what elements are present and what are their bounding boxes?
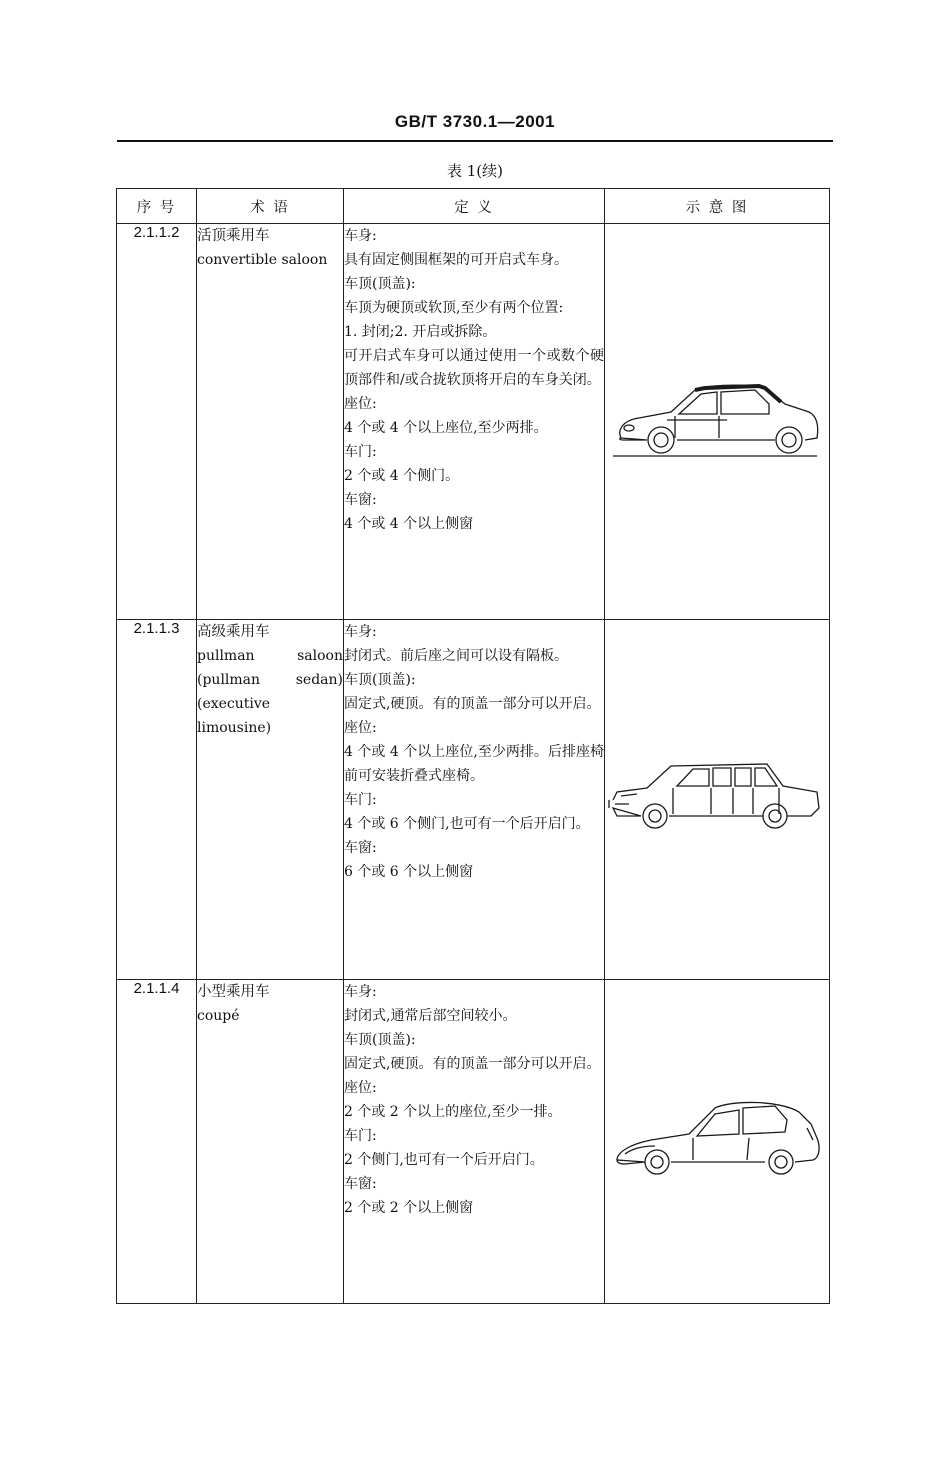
definition-line: 车窗: — [344, 840, 377, 856]
table-header-row — [117, 189, 830, 224]
convertible-saloon-car-icon — [609, 382, 821, 466]
definition-line: 可开启式车身可以通过使用一个或数个硬顶部件和/或合拢软顶将开启的车身关闭。 — [344, 348, 604, 388]
standard-code: GB/T 3730.1—2001 — [394, 112, 556, 131]
definition-line: 车窗: — [344, 492, 377, 508]
definition-cell — [344, 620, 605, 980]
definition-line: 4 个或 4 个以上座位,至少两排。后排座椅前可安装折叠式座椅。 — [344, 744, 604, 784]
definition-line: 2 个或 4 个侧门。 — [344, 468, 460, 484]
table-row — [117, 224, 830, 620]
definition-line: 6 个或 6 个以上侧窗 — [344, 864, 474, 880]
definition-line: 2 个侧门,也可有一个后开启门。 — [344, 1152, 544, 1168]
definition-line: 4 个或 4 个以上座位,至少两排。 — [344, 420, 548, 436]
term-chinese: 小型乘用车 — [197, 984, 270, 1000]
definition-line: 车身: — [344, 228, 377, 244]
definition-line: 车顶为硬顶或软顶,至少有两个位置: — [344, 300, 564, 316]
definition-line: 座位: — [344, 396, 377, 412]
term-cell — [197, 620, 344, 980]
definition-line: 2 个或 2 个以上的座位,至少一排。 — [344, 1104, 562, 1120]
row-number: 2.1.1.4 — [117, 980, 197, 1304]
column-header-term: 术 语 — [197, 189, 344, 224]
column-header-definition: 定 义 — [344, 189, 605, 224]
term-english: coupé — [197, 1008, 240, 1024]
illustration-cell — [605, 980, 830, 1304]
definition-cell — [344, 980, 605, 1304]
definition-line: 车门: — [344, 792, 377, 808]
definition-line: 固定式,硬顶。有的顶盖一部分可以开启。 — [344, 1056, 601, 1072]
definition-line: 座位: — [344, 720, 377, 736]
definition-line: 车窗: — [344, 1176, 377, 1192]
coupe-car-icon — [611, 1098, 823, 1184]
illustration-cell — [605, 224, 830, 620]
definition-line: 封闭式。前后座之间可以设有隔板。 — [344, 648, 568, 664]
definition-line: 车顶(顶盖): — [344, 276, 416, 292]
definition-line: 4 个或 6 个侧门,也可有一个后开启门。 — [344, 816, 590, 832]
definition-line: 车顶(顶盖): — [344, 672, 416, 688]
row-number: 2.1.1.3 — [117, 620, 197, 980]
definition-line: 车门: — [344, 1128, 377, 1144]
illustration-cell — [605, 620, 830, 980]
definition-line: 座位: — [344, 1080, 377, 1096]
term-chinese: 高级乘用车 — [197, 624, 270, 640]
definition-line: 4 个或 4 个以上侧窗 — [344, 516, 474, 532]
definition-cell — [344, 224, 605, 620]
definition-line: 车门: — [344, 444, 377, 460]
definition-line: 具有固定侧围框架的可开启式车身。 — [344, 252, 568, 268]
term-cell — [197, 980, 344, 1304]
row-number: 2.1.1.2 — [117, 224, 197, 620]
definition-line: 车身: — [344, 624, 377, 640]
header-rule — [117, 140, 833, 142]
term-english: convertible saloon — [197, 252, 328, 268]
term-english: pullman saloon (pullman sedan) (executive limousine) — [197, 648, 343, 736]
table-row — [117, 620, 830, 980]
terms-table — [116, 188, 830, 1304]
definition-line: 固定式,硬顶。有的顶盖一部分可以开启。 — [344, 696, 601, 712]
term-chinese: 活顶乘用车 — [197, 228, 270, 244]
definition-line: 车身: — [344, 984, 377, 1000]
definition-line: 封闭式,通常后部空间较小。 — [344, 1008, 517, 1024]
definition-line: 1. 封闭;2. 开启或拆除。 — [344, 324, 497, 340]
pullman-saloon-car-icon — [607, 760, 823, 838]
table-row — [117, 980, 830, 1304]
definition-line: 2 个或 2 个以上侧窗 — [344, 1200, 474, 1216]
column-header-illustration: 示 意 图 — [605, 189, 830, 224]
definition-line: 车顶(顶盖): — [344, 1032, 416, 1048]
table-caption: 表 1(续) — [446, 162, 504, 180]
column-header-number: 序 号 — [117, 189, 197, 224]
term-cell — [197, 224, 344, 620]
